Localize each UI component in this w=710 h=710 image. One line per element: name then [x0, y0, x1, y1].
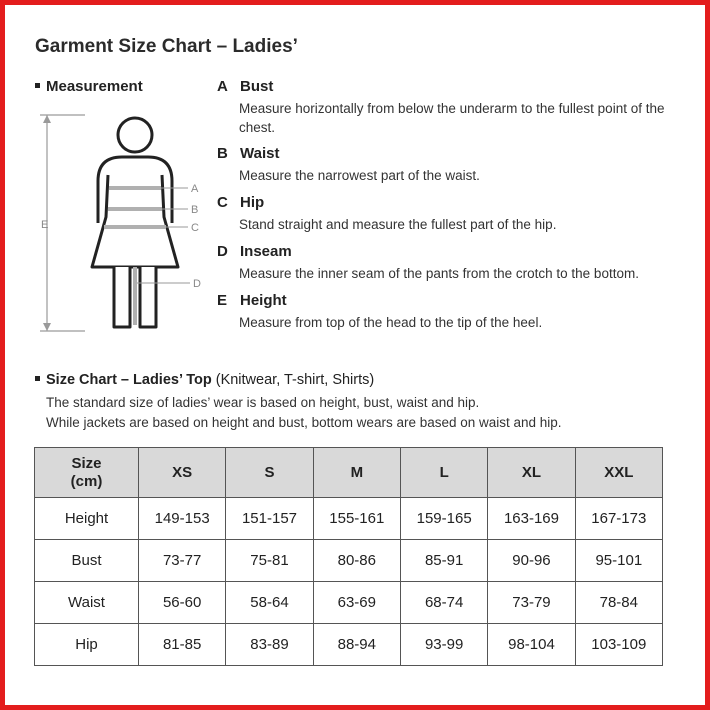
- definition-term: Hip: [240, 194, 265, 211]
- right-leg-shape: [140, 267, 156, 327]
- table-cell: 73-77: [139, 540, 226, 582]
- definition-description: Measure the narrowest part of the waist.: [239, 168, 480, 183]
- table-cell: 151-157: [226, 498, 313, 540]
- table-cell: 83-89: [226, 624, 313, 666]
- table-cell: 103-109: [575, 624, 662, 666]
- measurement-heading-text: Measurement: [46, 78, 143, 95]
- definition-letter: E: [217, 292, 228, 309]
- bullet-square-icon: [35, 376, 40, 381]
- figure-label-e: E: [41, 219, 49, 231]
- definition-term: Bust: [240, 78, 274, 95]
- definition-letter: D: [217, 243, 228, 260]
- definition-letter: A: [217, 78, 228, 95]
- definition-term: Height: [240, 292, 287, 309]
- table-cell: 81-85: [139, 624, 226, 666]
- definition-description: Stand straight and measure the fullest part of the hip.: [239, 217, 557, 232]
- definition-bust: [217, 78, 697, 135]
- figure-label-d: D: [193, 278, 201, 290]
- table-header-row: [35, 448, 663, 498]
- table-cell: 163-169: [488, 498, 575, 540]
- table-cell: 93-99: [400, 624, 487, 666]
- table-cell: 159-165: [400, 498, 487, 540]
- table-cell: 68-74: [400, 582, 487, 624]
- table-cell: 85-91: [400, 540, 487, 582]
- bullet-square-icon: [35, 83, 40, 88]
- table-row: [35, 582, 663, 624]
- left-leg-shape: [114, 267, 130, 327]
- table-row: [35, 624, 663, 666]
- definition-term: Waist: [240, 145, 280, 162]
- figure-label-a: A: [191, 183, 199, 195]
- table-cell: 78-84: [575, 582, 662, 624]
- table-cell: 73-79: [488, 582, 575, 624]
- row-header-bust: Bust: [35, 540, 139, 582]
- table-cell: 167-173: [575, 498, 662, 540]
- column-header-m: M: [313, 448, 400, 498]
- size-chart-intro: [46, 393, 686, 433]
- table-cell: 88-94: [313, 624, 400, 666]
- table-row: [35, 540, 663, 582]
- table-cell: 149-153: [139, 498, 226, 540]
- definition-inseam: [217, 243, 697, 292]
- definition-description: Measure horizontally from below the underarm to the fullest point of the chest.: [239, 101, 665, 135]
- intro-line-2: While jackets are based on height and bust, bottom wears are based on waist and hip.: [46, 415, 562, 430]
- table-cell: 80-86: [313, 540, 400, 582]
- measurement-heading: [35, 78, 143, 95]
- definition-height: [217, 292, 697, 341]
- size-chart-heading: [35, 372, 374, 388]
- definition-term: Inseam: [240, 243, 292, 260]
- column-header-l: L: [400, 448, 487, 498]
- measurement-definitions: [217, 78, 697, 341]
- table-cell: 98-104: [488, 624, 575, 666]
- table-cell: 90-96: [488, 540, 575, 582]
- row-header-height: Height: [35, 498, 139, 540]
- figure-label-c: C: [191, 222, 199, 234]
- column-header-xs: XS: [139, 448, 226, 498]
- definition-description: Measure the inner seam of the pants from the crotch to the bottom.: [239, 266, 639, 281]
- size-chart-heading-normal: (Knitwear, T-shirt, Shirts): [211, 372, 375, 388]
- table-cell: 95-101: [575, 540, 662, 582]
- definition-hip: [217, 194, 697, 243]
- size-cm-header: Size (cm): [35, 448, 139, 498]
- row-header-waist: Waist: [35, 582, 139, 624]
- definition-letter: C: [217, 194, 228, 211]
- intro-line-1: The standard size of ladies’ wear is based on height, bust, waist and hip.: [46, 395, 480, 410]
- column-header-s: S: [226, 448, 313, 498]
- column-header-xl: XL: [488, 448, 575, 498]
- column-header-xxl: XXL: [575, 448, 662, 498]
- head-shape: [118, 118, 152, 152]
- table-row: [35, 498, 663, 540]
- table-cell: 63-69: [313, 582, 400, 624]
- table-cell: 75-81: [226, 540, 313, 582]
- definition-letter: B: [217, 145, 228, 162]
- table-cell: 56-60: [139, 582, 226, 624]
- size-table: [34, 447, 663, 666]
- definition-waist: [217, 145, 697, 194]
- page-title: Garment Size Chart – Ladies’: [35, 36, 298, 57]
- table-cell: 58-64: [226, 582, 313, 624]
- definition-description: Measure from top of the head to the tip of the heel.: [239, 315, 543, 330]
- figure-label-b: B: [191, 204, 199, 216]
- body-measurement-figure: [30, 105, 220, 340]
- row-header-hip: Hip: [35, 624, 139, 666]
- size-chart-heading-bold: Size Chart – Ladies’ Top: [46, 372, 212, 388]
- table-cell: 155-161: [313, 498, 400, 540]
